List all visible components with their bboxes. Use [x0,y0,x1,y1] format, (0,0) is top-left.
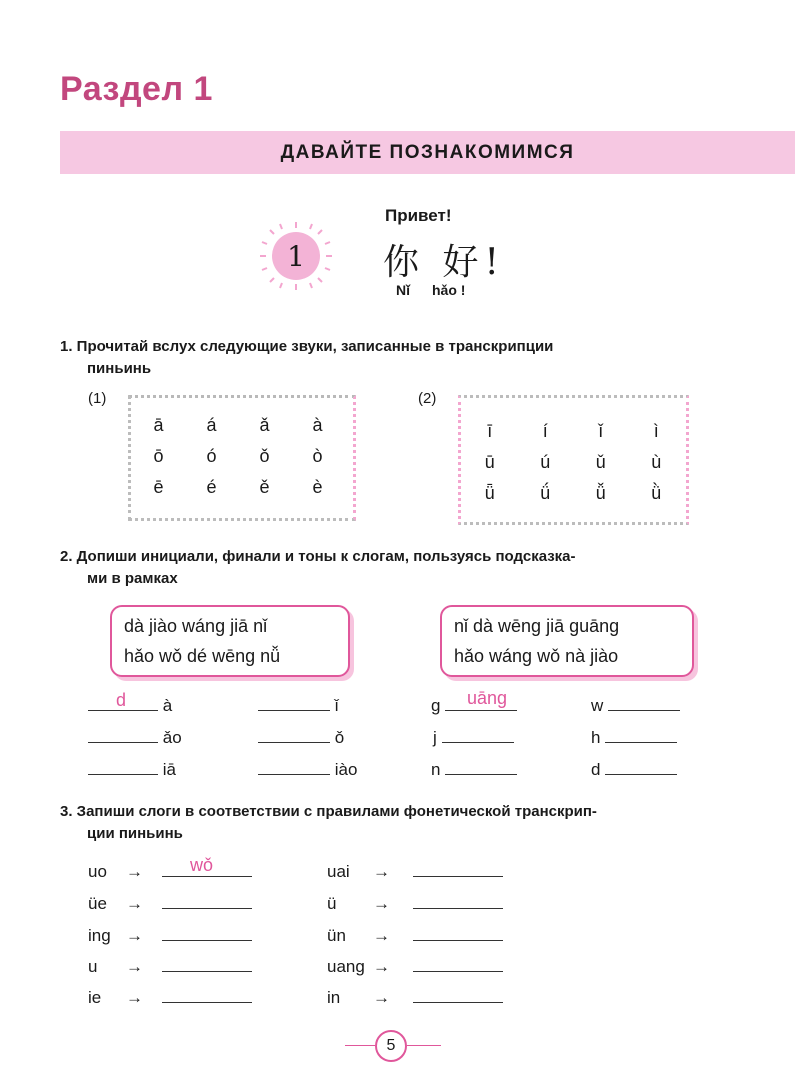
section-band [60,131,795,174]
syllable-row [327,926,503,946]
answer-blank[interactable] [413,1002,503,1003]
page-number: 5 [375,1030,407,1062]
arrow-icon: → [373,894,390,913]
answer-blank[interactable] [258,710,330,711]
answer-blank[interactable] [413,908,503,909]
syllable: u [88,957,98,976]
final-text: ǒ [334,728,345,747]
hint-2-line: nǐ dà wēng jiā guāng [454,616,620,636]
hint-box-2 [440,605,694,677]
tone-cell: è [312,477,323,497]
section-title: Раздел 1 [60,70,213,108]
answer-blank[interactable] [445,774,517,775]
fill-row [258,760,357,780]
syllable-row [88,988,252,1008]
answer-blank[interactable] [88,742,158,743]
tone-cell: ǜ [651,483,662,503]
hint-1-line: hǎo wǒ dé wēng nǚ [124,646,281,666]
sample-answer: wǒ [190,855,214,875]
tone-cell: ó [206,446,217,466]
band-title: ДАВАЙТЕ ПОЗНАКОМИМСЯ [280,142,575,163]
answer-blank[interactable] [162,971,252,972]
syllable: uang [327,957,365,976]
sample-answer: d [116,690,127,710]
tone-cell: ǘ [540,483,551,503]
arrow-icon: → [373,957,390,976]
arrow-icon: → [373,926,390,945]
initial-text: n [431,760,441,779]
tone-cell: é [206,477,217,497]
syllable-row [88,862,252,882]
answer-blank[interactable] [445,710,517,711]
tone-box-2-label: (2) [418,390,437,407]
tone-cell: ǚ [595,483,606,503]
tone-cell: ù [651,452,662,472]
greeting-hanzi: 你 好! [383,242,505,283]
tone-cell: ī [487,421,493,441]
syllable: ü [327,894,337,913]
page-rule-left [345,1045,375,1046]
answer-blank[interactable] [413,876,503,877]
sample-answer: uāng [467,688,508,708]
tone-cell: ò [312,446,323,466]
syllable-row [327,988,503,1008]
fill-row [433,728,514,748]
final-text: à [162,696,173,715]
answer-blank[interactable] [162,908,252,909]
tone-cell: ǎ [259,415,270,435]
fill-row [591,760,677,780]
hint-1-line: dà jiào wáng jiā nǐ [124,616,268,636]
final-text: iào [334,760,358,779]
fill-row [431,760,517,780]
tone-cell: ě [259,477,270,497]
tone-cell: ǒ [259,446,270,466]
task-3-line-1: 3. Запиши слоги в соответствии с правилами фонетической транскрип- [60,803,597,820]
tone-cell: á [206,415,217,435]
tone-grid-2 [462,421,684,504]
task-3-line-2: ции пиньинь [87,825,183,842]
syllable: in [327,988,341,1007]
syllable-row [88,894,252,914]
answer-blank[interactable] [605,774,677,775]
hint-2-line: hǎo wáng wǒ nà jiào [454,646,619,666]
syllable: ie [88,988,102,1007]
syllable: ün [327,926,346,945]
tone-cell: ǐ [598,421,603,441]
answer-blank[interactable] [413,971,503,972]
syllable-row [88,926,252,946]
tone-cell: í [542,421,548,441]
lesson-number-badge [258,220,334,292]
task-2-line-2: ми в рамках [87,570,178,587]
task-2-instruction [60,546,750,590]
task-1-line-1: 1. Прочитай вслух следующие звуки, записанные в транскрипции [60,338,554,355]
initial-text: h [591,728,601,747]
final-text: iā [162,760,176,779]
final-text: ǎo [162,728,182,747]
hint-box-1 [110,605,350,677]
tone-box-1-label: (1) [88,390,107,407]
tone-cell: ǔ [595,452,606,472]
fill-row [258,696,339,716]
syllable: üe [88,894,107,913]
answer-blank[interactable] [442,742,514,743]
tone-grid-1 [132,415,344,498]
arrow-icon: → [126,926,143,945]
page-rule-right [407,1045,441,1046]
syllable-row [327,957,503,977]
answer-blank[interactable] [162,940,252,941]
task-1-instruction [60,336,740,380]
answer-blank[interactable] [608,710,680,711]
initial-text: d [591,760,601,779]
arrow-icon: → [126,988,143,1007]
syllable: uo [88,862,107,881]
fill-row [591,728,677,748]
tone-cell: ì [653,421,659,441]
syllable: ing [88,926,111,945]
task-2-line-1: 2. Допиши инициали, финали и тоны к слогам, пользуясь подсказка- [60,548,576,565]
tone-cell: ā [153,415,164,435]
answer-blank[interactable] [413,940,503,941]
answer-blank[interactable] [162,1002,252,1003]
answer-blank[interactable] [605,742,677,743]
tone-cell: ǖ [484,483,495,503]
initial-text: g [431,696,441,715]
syllable-row [88,957,252,977]
tone-cell: ú [540,452,551,472]
initial-text: w [591,696,604,715]
task-3-instruction [60,801,750,845]
syllable: uai [327,862,350,881]
fill-row [591,696,680,716]
syllable-row [327,894,503,914]
arrow-icon: → [126,957,143,976]
task-1-line-2: пиньинь [87,360,152,377]
tone-cell: à [312,415,323,435]
tone-cell: ū [484,452,495,472]
greeting-pinyin [396,282,487,298]
arrow-icon: → [373,988,390,1007]
fill-row [88,728,182,748]
arrow-icon: → [373,862,390,881]
syllable-row [327,862,503,882]
fill-row [88,696,172,716]
initial-text: j [433,728,437,747]
tone-cell: ē [153,477,164,497]
final-text: ǐ [334,696,339,715]
answer-blank[interactable] [88,774,158,775]
arrow-icon: → [126,862,143,881]
pinyin-ni: Nǐ [396,282,410,298]
answer-blank[interactable] [258,742,330,743]
lesson-number: 1 [287,240,305,273]
greeting-russian: Привет! [385,206,452,225]
fill-row [258,728,344,748]
tone-cell: ō [153,446,164,466]
answer-blank[interactable] [258,774,330,775]
pinyin-hao: hǎo ! [432,282,466,298]
answer-blank[interactable] [162,876,252,877]
arrow-icon: → [126,894,143,913]
fill-row [88,760,176,780]
